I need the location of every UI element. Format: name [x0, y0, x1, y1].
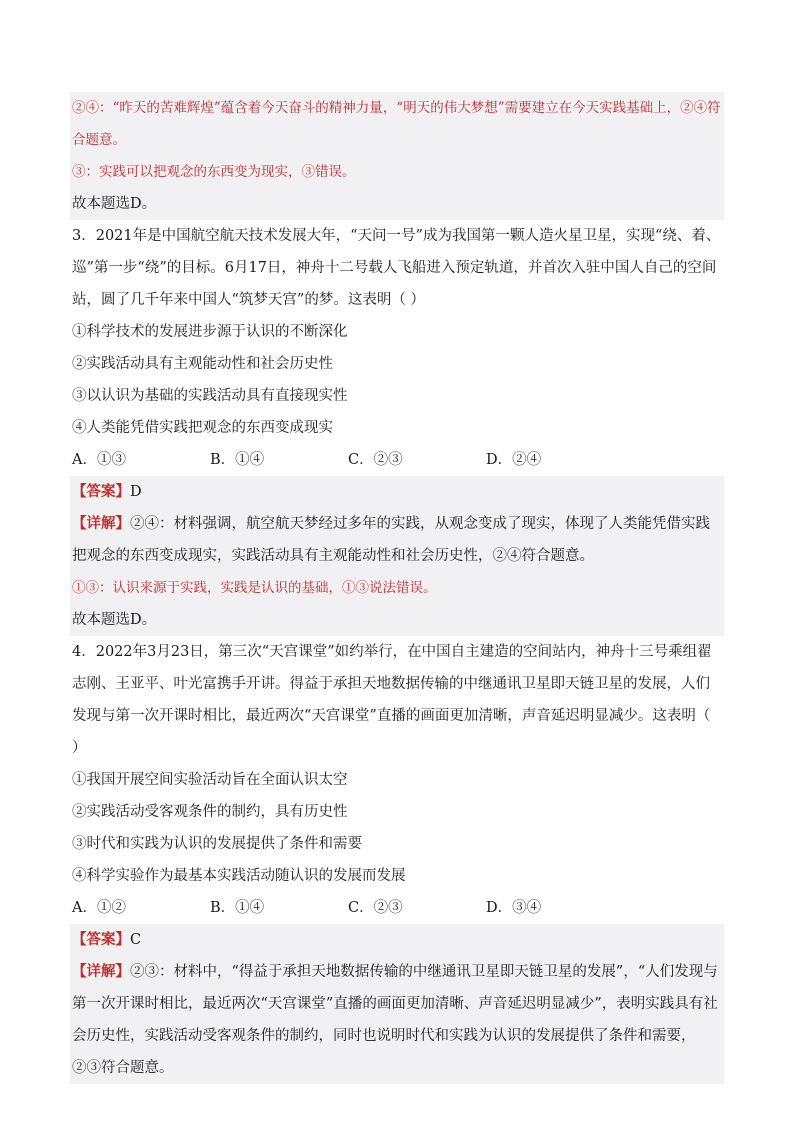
detail-label: 【详解】 [72, 516, 130, 532]
q3-option-a: A．①③ [72, 452, 126, 468]
q4-option-c: C．②③ [348, 900, 403, 916]
q3-options [70, 444, 724, 476]
answer-value: D [130, 484, 142, 500]
q3-answer [70, 476, 724, 508]
q3-statement: ②实践活动具有主观能动性和社会历史性 [72, 356, 333, 372]
q2-conclusion: 故本题选D。 [72, 196, 157, 212]
q4-statement: ④科学实验作为最基本实践活动随认识的发展而发展 [72, 868, 406, 884]
q3-statement: ①科学技术的发展进步源于认识的不断深化 [72, 324, 348, 340]
detail-text: ②④：材料强调，航空航天梦经过多年的实践，从观念变成了现实，体现了人类能凭借实践把观念的东西变成现实，实践活动具有主观能动性和社会历史性，②④符合题意。 [72, 516, 710, 564]
answer-value: C [130, 932, 142, 948]
q4-statement: ②实践活动受客观条件的制约，具有历史性 [72, 804, 348, 820]
detail-text: ②③：材料中，“得益于承担天地数据传输的中继通讯卫星即天链卫星的发展”，“人们发现与第一次开课时相比，最近两次“天宫课堂”直播的画面更加清晰、声音延迟明显减少”，表明实践具有社会历史性，实践活动受客观条件的制约，同时也说明时代和实践为认识的发展提供了条件和需要，②③符合题意。 [72, 964, 718, 1076]
q4-statement: ③时代和实践为认识的发展提供了条件和需要 [72, 836, 362, 852]
q4-block [70, 636, 724, 924]
q4-stem: 4．2022年3月23日，第三次“天宫课堂”如约举行，在中国自主建造的空间站内，神舟十三号乘组翟志刚、王亚平、叶光富携手开讲。得益于承担天地数据传输的中继通讯卫星即天链卫星的发展，人们发现与第一次开课时相比，最近两次“天宫课堂”直播的画面更加清晰，声音延迟明显减少。这表明（ ） [72, 644, 712, 756]
q3-detail [70, 508, 724, 572]
q2-analysis-block [70, 92, 724, 220]
answer-label: 【答案】 [72, 932, 130, 948]
q3-conclusion: 故本题选D。 [72, 612, 157, 628]
q4-statement: ①我国开展空间实验活动旨在全面认识太空 [72, 772, 348, 788]
q4-options [70, 892, 724, 924]
q3-answer-block [70, 476, 724, 636]
q3-statement: ③以认识为基础的实践活动具有直接现实性 [72, 388, 348, 404]
q4-answer [70, 924, 724, 956]
q4-option-b: B．①④ [210, 900, 265, 916]
q4-answer-block [70, 924, 724, 1084]
q4-option-a: A．①② [72, 900, 126, 916]
q4-detail [70, 956, 724, 1084]
q3-option-b: B．①④ [210, 452, 265, 468]
q3-statement: ④人类能凭借实践把观念的东西变成现实 [72, 420, 333, 436]
q2-analysis-wrong: ③：实践可以把观念的东西变为现实，③错误。 [72, 164, 356, 180]
detail-label: 【详解】 [72, 964, 130, 980]
q3-stem: 3．2021年是中国航空航天技术发展大年，“天问一号”成为我国第一颗人造火星卫星，实现“绕、着、巡”第一步“绕”的目标。6月17日，神舟十二号载人飞船进入预定轨道，并首次入驻中国人自己的空间站，圆了几千年来中国人“筑梦天宫”的梦。这表明（ ） [72, 228, 721, 308]
document-page [70, 92, 724, 1084]
q3-block [70, 220, 724, 476]
q3-analysis-wrong: ①③：认识来源于实践，实践是认识的基础，①③说法错误。 [72, 580, 437, 596]
q3-option-c: C．②③ [348, 452, 403, 468]
q4-option-d: D．③④ [486, 900, 542, 916]
q3-option-d: D．②④ [486, 452, 542, 468]
answer-label: 【答案】 [72, 484, 130, 500]
q2-analysis-correct: ②④：“昨天的苦难辉煌”蕴含着今天奋斗的精神力量，“明天的伟大梦想”需要建立在今天实践基础上，②④符合题意。 [72, 100, 721, 148]
